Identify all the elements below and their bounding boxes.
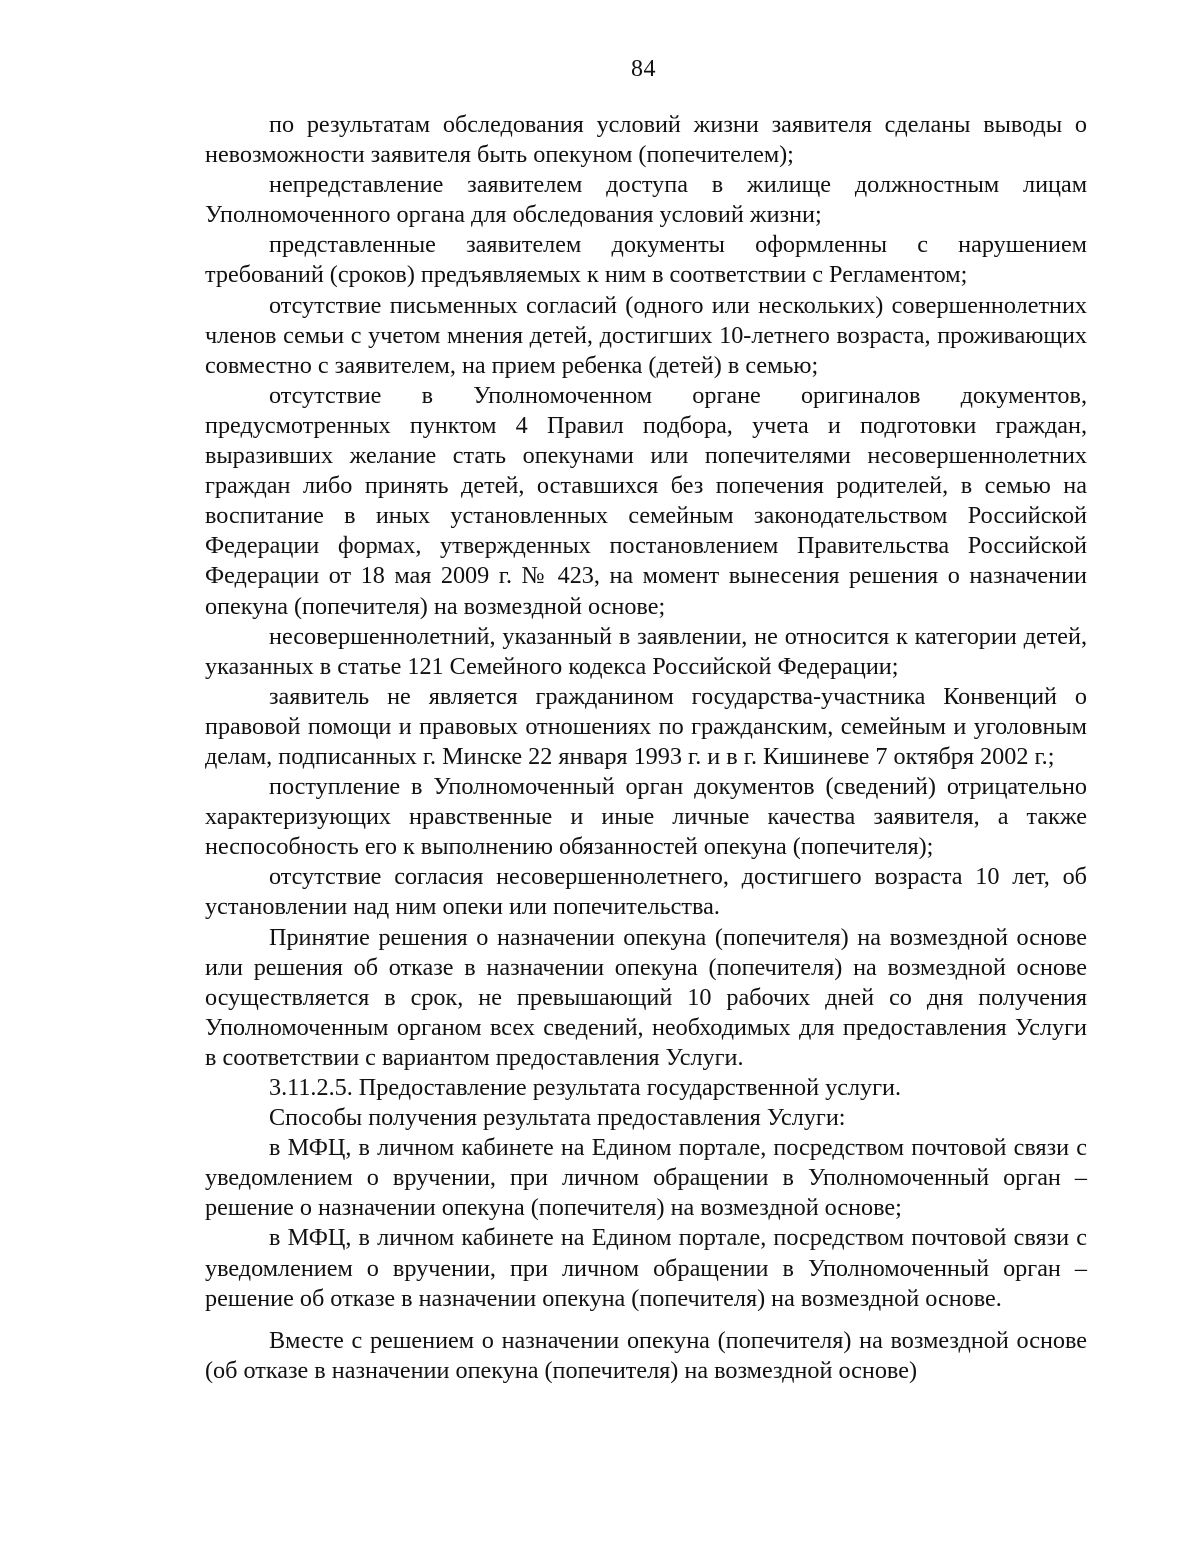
paragraph: Способы получения результата предоставления Услуги: xyxy=(269,1104,846,1132)
paragraph: поступление в Уполномоченный орган документов (сведений) отрицательно характеризующих нравственные и иные личные качества заявителя, а также неспособность его к выполнению обязанностей опекуна (попечителя); xyxy=(205,773,1087,861)
paragraph: отсутствие письменных согласий (одного или нескольких) совершеннолетних членов семьи с учетом мнения детей, достигших 10-летнего возраста, проживающих совместно с заявителем, на прием ребенка (детей) в семью; xyxy=(205,291,1087,379)
paragraph: Вместе с решением о назначении опекуна (попечителя) на возмездной основе (об отказе в назначении опекуна (попечителя) на возмездной основе) xyxy=(205,1326,1087,1384)
page-number: 84 xyxy=(631,56,656,82)
paragraph: в МФЦ, в личном кабинете на Едином портале, посредством почтовой связи с уведомлением о вручении, при личном обращении в Уполномоченный орган – решение об отказе в назначении опекуна (попечителя) на возмездной основе. xyxy=(205,1224,1087,1312)
paragraph: заявитель не является гражданином государства-участника Конвенций о правовой помощи и правовых отношениях по гражданским, семейным и уголовным делам, подписанных г. Минске 22 января 1993 г. и в г. Кишиневе 7 октября 2002 г.; xyxy=(205,682,1087,770)
paragraph: непредставление заявителем доступа в жилище должностным лицам Уполномоченного органа для обследования условий жизни; xyxy=(205,171,1087,229)
paragraph: представленные заявителем документы оформленны с нарушением требований (сроков) предъявляемых к ним в соответствии с Регламентом; xyxy=(205,231,1087,289)
paragraph: несовершеннолетний, указанный в заявлении, не относится к категории детей, указанных в статье 121 Семейного кодекса Российской Федерации; xyxy=(205,622,1087,680)
paragraph: Принятие решения о назначении опекуна (попечителя) на возмездной основе или решения об отказе в назначении опекуна (попечителя) на возмездной основе осуществляется в срок, не превышающий 10 рабочих дней со дня получения Уполномоченным органом всех сведений, необходимых для предоставления Услуги в соответствии с вариантом предоставления Услуги. xyxy=(205,923,1087,1071)
paragraph: в МФЦ, в личном кабинете на Едином портале, посредством почтовой связи с уведомлением о вручении, при личном обращении в Уполномоченный орган – решение о назначении опекуна (попечителя) на возмездной основе; xyxy=(205,1134,1087,1222)
paragraph: по результатам обследования условий жизни заявителя сделаны выводы о невозможности заявителя быть опекуном (попечителем); xyxy=(205,111,1087,169)
section-heading: 3.11.2.5. Предоставление результата государственной услуги. xyxy=(269,1074,902,1101)
document-body xyxy=(205,110,1087,1386)
paragraph: отсутствие согласия несовершеннолетнего, достигшего возраста 10 лет, об установлении над ним опеки или попечительства. xyxy=(205,863,1087,921)
paragraph: отсутствие в Уполномоченном органе оригиналов документов, предусмотренных пунктом 4 Правил подбора, учета и подготовки граждан, выразивших желание стать опекунами или попечителями несовершеннолетних граждан либо принять детей, оставшихся без попечения родителей, в семью на воспитание в иных установленных семейным законодательством Российской Федерации формах, утвержденных постановлением Правительства Российской Федерации от 18 мая 2009 г. № 423, на момент вынесения решения о назначении опекуна (попечителя) на возмездной основе; xyxy=(205,381,1087,620)
